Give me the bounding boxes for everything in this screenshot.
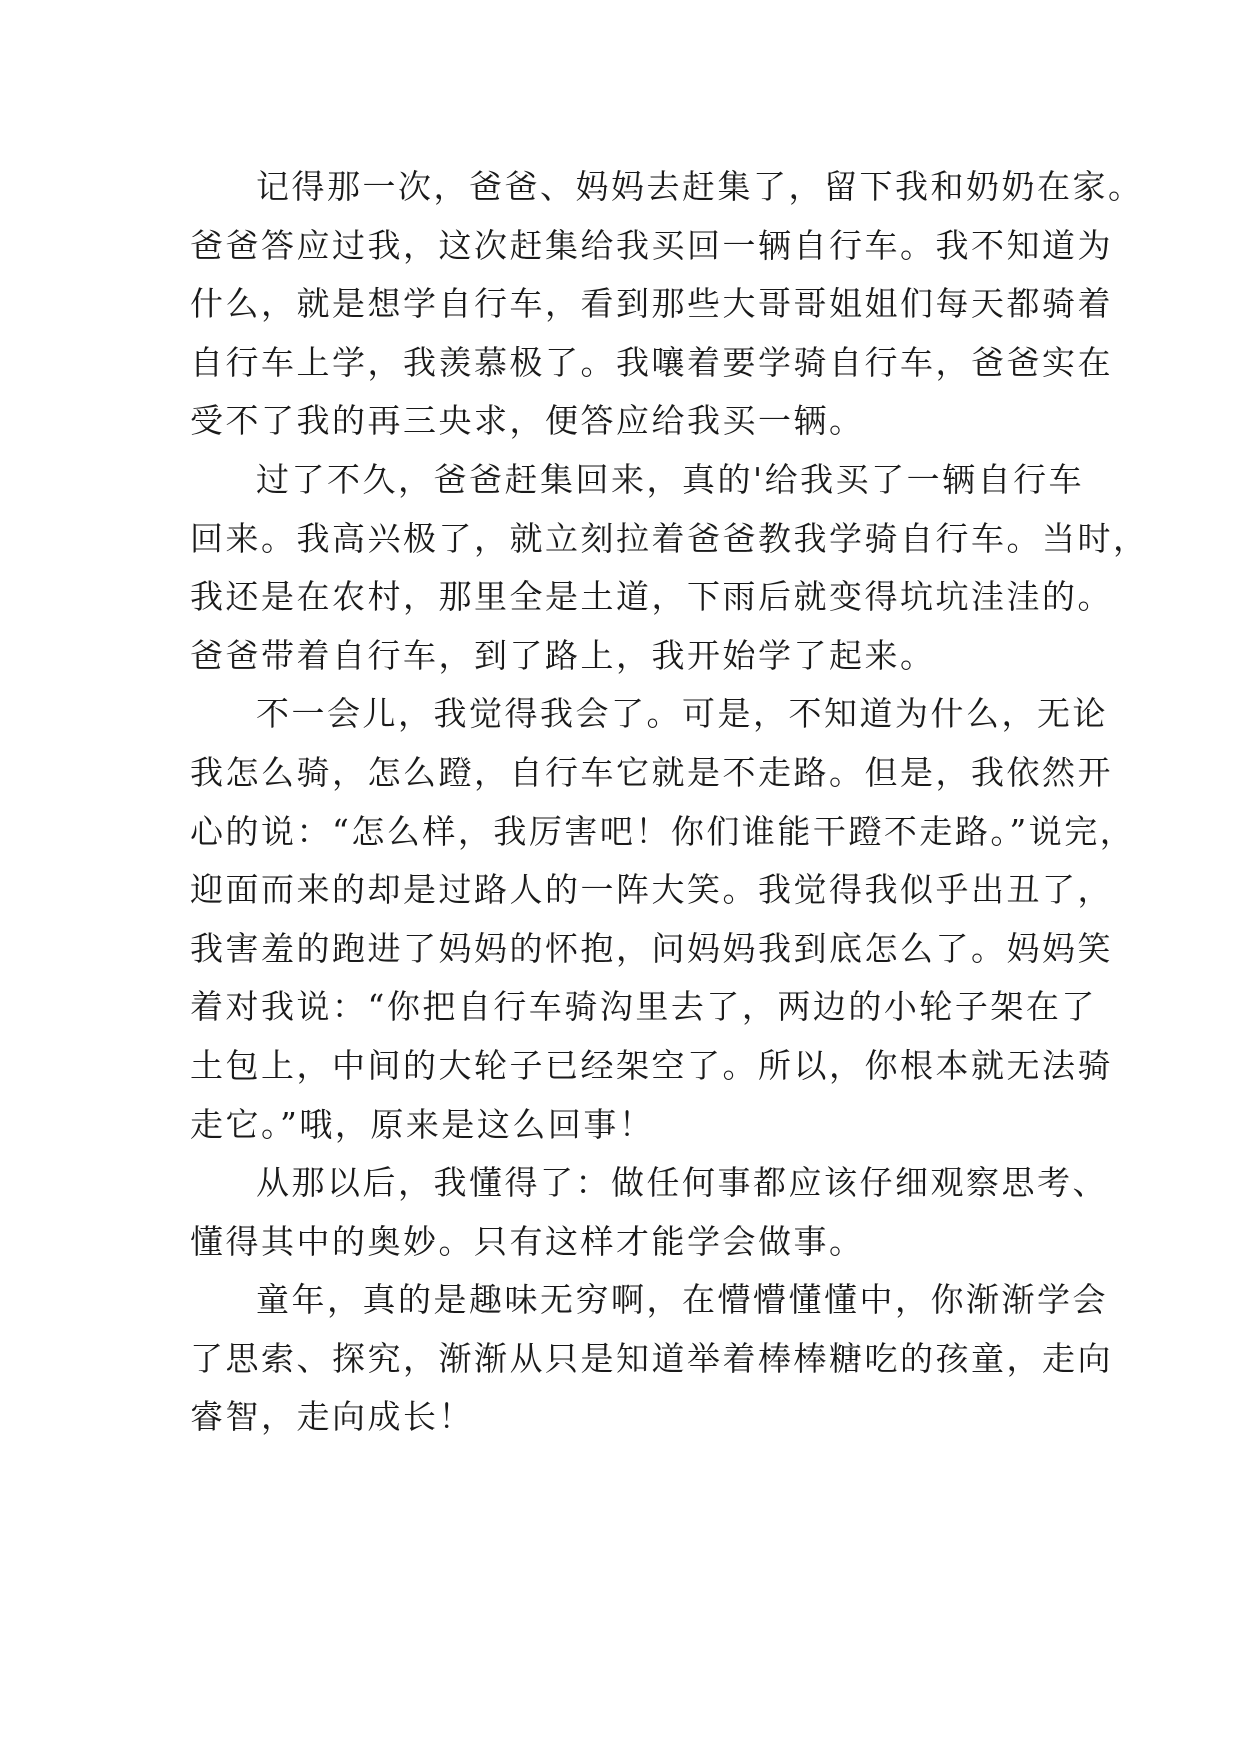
text-line: 过了不久，爸爸赶集回来，真的'给我买了一辆自行车: [256, 459, 1085, 499]
text-line: 爸爸答应过我，这次赶集给我买回一辆自行车。我不知道为: [190, 225, 1113, 265]
text-line: 迎面而来的却是过路人的一阵大笑。我觉得我似乎出丑了，: [190, 870, 1113, 910]
text-line: 土包上，中间的大轮子已经架空了。所以，你根本就无法骑: [190, 1045, 1113, 1085]
paragraph-4: [190, 1154, 1108, 1271]
paragraph-3: [190, 685, 1136, 1154]
text-line: 爸爸带着自行车，到了路上，我开始学了起来。: [190, 635, 936, 675]
text-line: 我还是在农村，那里全是土道，下雨后就变得坑坑洼洼的。: [190, 577, 1113, 617]
text-line: 童年，真的是趣味无穷啊，在懵懵懂懂中，你渐渐学会: [256, 1280, 1108, 1320]
text-line: 自行车上学，我羡慕极了。我嚷着要学骑自行车，爸爸实在: [190, 342, 1113, 382]
text-line: 我怎么骑，怎么蹬，自行车它就是不走路。但是，我依然开: [190, 752, 1113, 792]
text-line: 着对我说：“你把自行车骑沟里去了，两边的小轮子架在了: [190, 987, 1097, 1027]
text-line: 我害羞的跑进了妈妈的怀抱，问妈妈我到底怎么了。妈妈笑: [190, 928, 1113, 968]
text-line: 走它。”哦，原来是这么回事！: [190, 1104, 655, 1144]
paragraph-5: [190, 1271, 1113, 1447]
text-line: 了思索、探究，渐渐从只是知道举着棒棒糖吃的孩童，走向: [190, 1338, 1113, 1378]
text-line: 睿智，走向成长！: [190, 1397, 474, 1437]
text-line: 受不了我的再三央求，便答应给我买一辆。: [190, 401, 865, 441]
text-line: 回来。我高兴极了，就立刻拉着爸爸教我学骑自行车。当时，: [190, 518, 1149, 558]
text-line: 懂得其中的奥妙。只有这样才能学会做事。: [190, 1221, 865, 1261]
text-line: 从那以后，我懂得了：做任何事都应该仔细观察思考、: [256, 1163, 1108, 1203]
text-line: 记得那一次，爸爸、妈妈去赶集了，留下我和奶奶在家。: [256, 167, 1144, 206]
text-line: 不一会儿，我觉得我会了。可是，不知道为什么，无论: [256, 694, 1108, 734]
text-line: 什么，就是想学自行车，看到那些大哥哥姐姐们每天都骑着: [190, 284, 1113, 324]
paragraph-1: [190, 158, 1144, 451]
text-line: 心的说：“怎么样，我厉害吧！你们谁能干蹬不走路。”说完，: [190, 811, 1136, 851]
document-body: [190, 158, 1149, 1447]
paragraph-2: [190, 451, 1149, 685]
